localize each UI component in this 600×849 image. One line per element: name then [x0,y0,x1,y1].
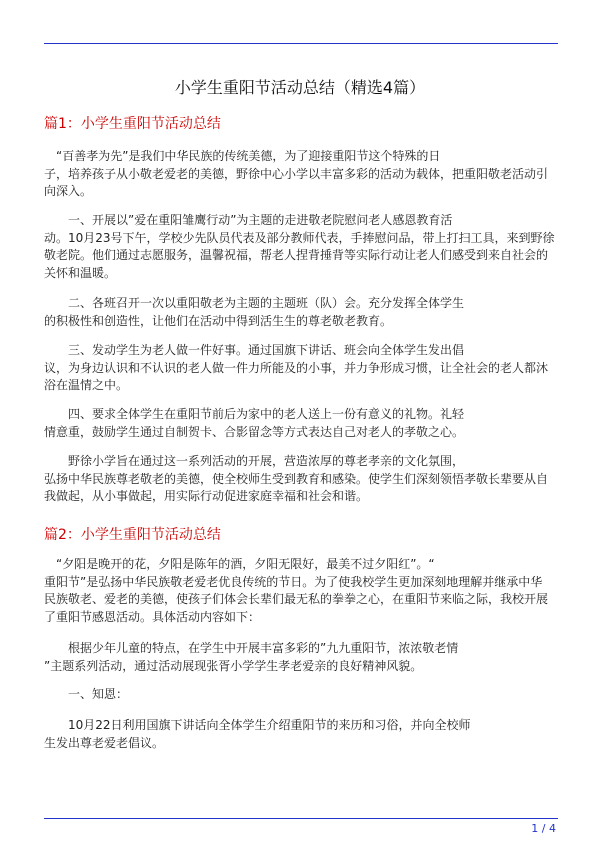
paragraph: “夕阳是晚开的花，夕阳是陈年的酒，夕阳无限好，最美不过夕阳红”。“ 重阳节”是弘扬中华民族敬老爱老优良传统的节日。为了使我校学生更加深刻地理解并继承中华 民族敬老、爱老的美德，使孩子们体会长辈们最无私的拳拳之心，在重阳节来临之际，我校开展 了重阳节感恩活动。具体活动内容如下： [44,557,549,624]
footer-rule [44,818,558,819]
paragraph: 根据少年儿童的特点，在学生中开展丰富多彩的”九九重阳节，浓浓敬老情 ”主题系列活动，通过活动展现张胥小学学生孝老爱亲的良好精神风貌。 [44,641,459,673]
paragraph: 二、各班召开一次以重阳敬老为主题的主题班（队）会。充分发挥全体学生 的积极性和创造性，让他们在活动中得到活生生的尊老敬老教育。 [44,296,465,328]
paragraph: 一、开展以”爱在重阳雏鹰行动”为主题的走进敬老院慰问老人感恩教育活 动。10月23号下午，学校少先队员代表及部分教师代表，手捧慰问品，带上打扫工具，来到野徐 敬老院。他们通过志愿服务，温馨祝福，帮老人捏背捶背等实际行动让老人们感受到来自社会的 关怀和温暖。 [44,213,555,280]
paragraph: 野徐小学旨在通过这一系列活动的开展，营造浓厚的尊老孝亲的文化氛围， 弘扬中华民族尊老敬老的美德，使全校师生受到教育和感染。使学生们深刻领悟孝敬长辈要从自 我做起，从小事做起，用实际行动促进家庭幸福和社会和谐。 [44,454,549,503]
page-number: 1 / 4 [531,822,556,835]
paragraph: 一、知恩： [44,687,129,701]
paragraph: 四、要求全体学生在重阳节前后为家中的老人送上一份有意义的礼物。礼轻 情意重，鼓励学生通过自制贺卡、合影留念等方式表达自己对老人的孝敬之心。 [44,407,465,439]
paragraph: “百善孝为先”是我们中华民族的传统美德，为了迎接重阳节这个特殊的日 子，培养孩子从小敬老爱老的美德，野徐中心小学以丰富多彩的活动为载体，把重阳敬老活动引 向深入。 [44,149,549,198]
section-heading-2: 篇2：小学生重阳节活动总结 [44,527,221,543]
header-rule [44,43,558,44]
paragraph: 10月22日利用国旗下讲话向全体学生介绍重阳节的来历和习俗，并向全校师 生发出尊老爱老倡议。 [44,718,471,750]
paragraph: 三、发动学生为老人做一件好事。通过国旗下讲话、班会向全体学生发出倡 议，为身边认识和不认识的老人做一件力所能及的小事，并力争形成习惯，让全社会的老人都沐 浴在温情之中。 [44,343,549,392]
document-title: 小学生重阳节活动总结（精选4篇） [174,78,426,97]
section-heading-1: 篇1：小学生重阳节活动总结 [44,116,221,132]
